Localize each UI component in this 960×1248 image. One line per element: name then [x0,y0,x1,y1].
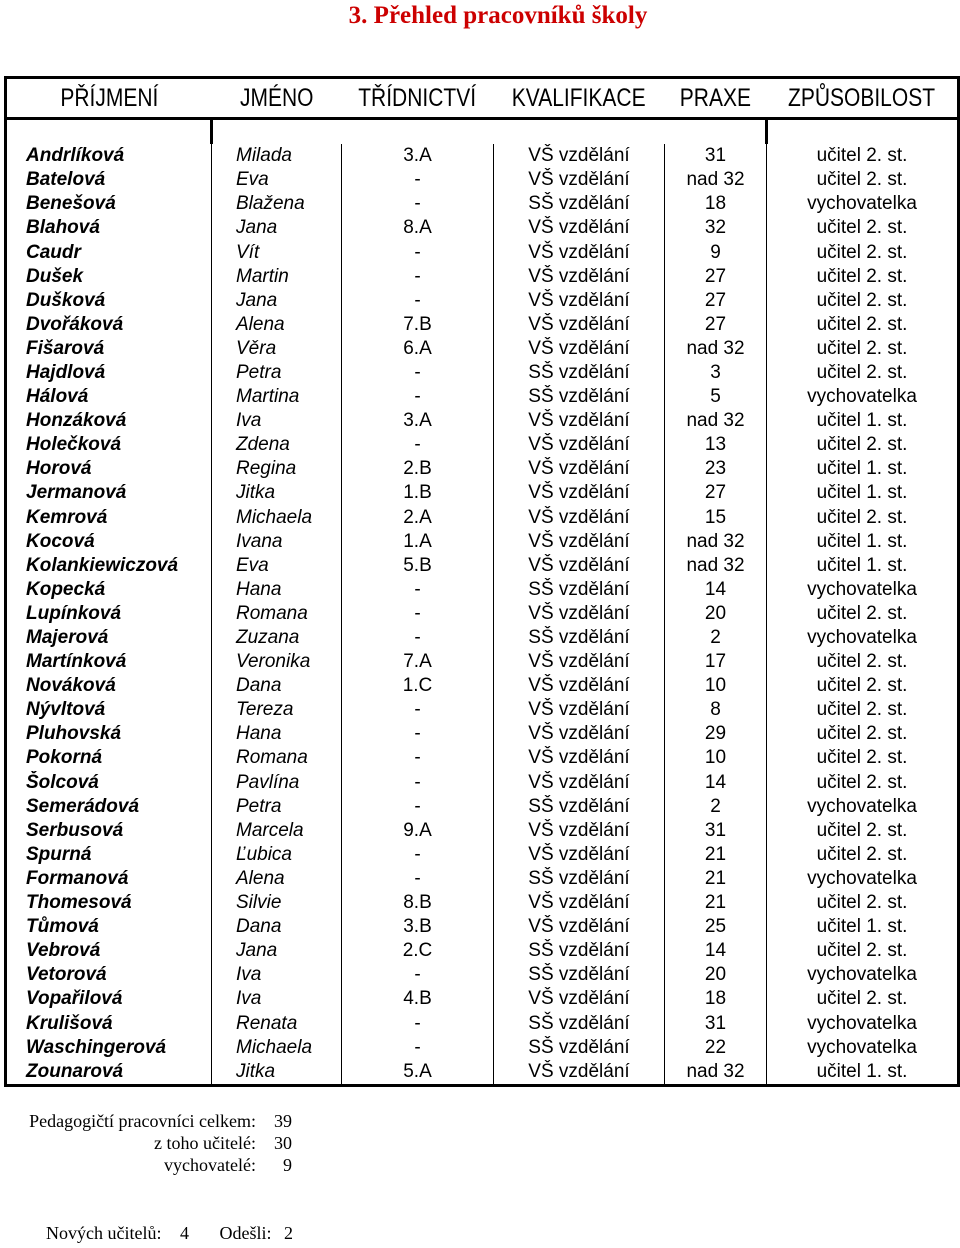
cell-class: - [342,843,494,867]
cell-competence: učitel 1. st. [767,481,959,505]
cell-firstname: Zuzana [212,626,342,650]
cell-surname: Kolankiewiczová [6,554,212,578]
cell-firstname: Eva [212,554,342,578]
cell-class: - [342,168,494,192]
cell-class: - [342,746,494,770]
cell-competence: vychovatelka [767,1011,959,1035]
staff-table [4,76,960,1087]
cell-qualification: SŠ vzdělání [494,578,665,602]
cell-class: 5.B [342,554,494,578]
cell-qualification: VŠ vzdělání [494,722,665,746]
cell-experience: 31 [665,819,767,843]
cell-firstname: Silvie [212,891,342,915]
cell-competence: vychovatelka [767,578,959,602]
cell-surname: Dvořáková [6,313,212,337]
cell-competence: učitel 2. st. [767,891,959,915]
cell-firstname: Blažena [212,192,342,216]
cell-qualification: VŠ vzdělání [494,265,665,289]
table-row [6,313,959,337]
cell-competence: učitel 2. st. [767,939,959,963]
table-row [6,674,959,698]
table-row [6,168,959,192]
cell-competence: vychovatelka [767,385,959,409]
cell-competence: vychovatelka [767,963,959,987]
cell-surname: Spurná [6,843,212,867]
table-row [6,867,959,891]
cell-class: - [342,1011,494,1035]
table-row [6,144,959,168]
cell-firstname: Jana [212,216,342,240]
cell-firstname: Martina [212,385,342,409]
cell-competence: učitel 2. st. [767,433,959,457]
cell-experience: nad 32 [665,554,767,578]
cell-competence: vychovatelka [767,1036,959,1060]
table-row [6,1011,959,1035]
footer-line [46,1223,293,1244]
cell-firstname: Petra [212,795,342,819]
table-row [6,409,959,433]
cell-firstname: Vít [212,240,342,264]
cell-competence: učitel 2. st. [767,168,959,192]
table-body [6,119,959,1086]
cell-qualification: VŠ vzdělání [494,843,665,867]
cell-firstname: Pavlína [212,771,342,795]
cell-competence: učitel 2. st. [767,987,959,1011]
cell-firstname: Renata [212,1011,342,1035]
cell-competence: učitel 2. st. [767,819,959,843]
table-row [6,771,959,795]
cell-firstname: Marcela [212,819,342,843]
table-row [6,795,959,819]
table-row [6,602,959,626]
cell-experience: 21 [665,867,767,891]
cell-experience: nad 32 [665,1060,767,1086]
cell-class: 3.A [342,144,494,168]
table-row [6,554,959,578]
cell-qualification: VŠ vzdělání [494,674,665,698]
cell-firstname: Petra [212,361,342,385]
cell-surname: Caudr [6,240,212,264]
cell-competence: učitel 2. st. [767,698,959,722]
cell-qualification: VŠ vzdělání [494,891,665,915]
cell-firstname: Dana [212,915,342,939]
table-row [6,240,959,264]
cell-firstname: Alena [212,867,342,891]
cell-competence: učitel 2. st. [767,843,959,867]
cell-qualification: VŠ vzdělání [494,409,665,433]
summary-total-label: Pedagogičtí pracovníci celkem: [29,1111,256,1131]
cell-firstname: Ľubica [212,843,342,867]
cell-experience: 9 [665,240,767,264]
header-firstname: JMÉNO [212,78,342,119]
cell-surname: Honzáková [6,409,212,433]
cell-qualification: VŠ vzdělání [494,1060,665,1086]
cell-class: 8.B [342,891,494,915]
cell-surname: Fišarová [6,337,212,361]
cell-firstname: Zdena [212,433,342,457]
cell-qualification: SŠ vzdělání [494,626,665,650]
cell-qualification: VŠ vzdělání [494,746,665,770]
cell-surname: Holečková [6,433,212,457]
cell-firstname: Jitka [212,1060,342,1086]
cell-experience: 27 [665,265,767,289]
cell-surname: Jermanová [6,481,212,505]
table-row [6,578,959,602]
cell-experience: 13 [665,433,767,457]
cell-qualification: VŠ vzdělání [494,144,665,168]
cell-surname: Majerová [6,626,212,650]
cell-class: - [342,698,494,722]
cell-experience: 2 [665,795,767,819]
cell-surname: Formanová [6,867,212,891]
cell-experience: 31 [665,1011,767,1035]
cell-experience: 20 [665,963,767,987]
cell-competence: učitel 1. st. [767,915,959,939]
cell-competence: učitel 1. st. [767,457,959,481]
cell-firstname: Regina [212,457,342,481]
cell-competence: učitel 1. st. [767,409,959,433]
cell-firstname: Martin [212,265,342,289]
cell-class: 9.A [342,819,494,843]
cell-class: 5.A [342,1060,494,1086]
cell-competence: učitel 2. st. [767,650,959,674]
cell-competence: učitel 2. st. [767,265,959,289]
cell-experience: 10 [665,674,767,698]
cell-competence: učitel 1. st. [767,554,959,578]
cell-firstname: Veronika [212,650,342,674]
cell-class: - [342,771,494,795]
cell-qualification: VŠ vzdělání [494,915,665,939]
cell-competence: učitel 2. st. [767,674,959,698]
cell-qualification: VŠ vzdělání [494,771,665,795]
cell-qualification: SŠ vzdělání [494,963,665,987]
cell-firstname: Věra [212,337,342,361]
header-class-teacher: TŘÍDNICTVÍ [342,78,494,119]
cell-surname: Pluhovská [6,722,212,746]
cell-experience: 27 [665,481,767,505]
summary-teachers-value: 30 [274,1133,292,1153]
cell-class: 3.A [342,409,494,433]
cell-firstname: Romana [212,746,342,770]
table-row [6,361,959,385]
cell-qualification: SŠ vzdělání [494,385,665,409]
summary-educators-value: 9 [283,1155,292,1175]
cell-surname: Blahová [6,216,212,240]
cell-surname: Hálová [6,385,212,409]
table-row [6,626,959,650]
cell-firstname: Jana [212,289,342,313]
cell-class: - [342,578,494,602]
table-row [6,891,959,915]
table-row [6,1036,959,1060]
cell-class: - [342,867,494,891]
cell-class: - [342,722,494,746]
cell-competence: učitel 2. st. [767,289,959,313]
cell-experience: 14 [665,771,767,795]
cell-class: 6.A [342,337,494,361]
cell-surname: Kemrová [6,506,212,530]
cell-surname: Tůmová [6,915,212,939]
cell-firstname: Michaela [212,1036,342,1060]
cell-qualification: VŠ vzdělání [494,313,665,337]
header-experience: PRAXE [665,78,767,119]
cell-surname: Vebrová [6,939,212,963]
cell-firstname: Jitka [212,481,342,505]
cell-qualification: VŠ vzdělání [494,457,665,481]
cell-class: - [342,1036,494,1060]
cell-class: 2.A [342,506,494,530]
cell-class: - [342,433,494,457]
header-qualification: KVALIFIKACE [494,78,665,119]
cell-competence: učitel 2. st. [767,722,959,746]
cell-qualification: VŠ vzdělání [494,216,665,240]
summary-block [6,1110,292,1176]
cell-surname: Lupínková [6,602,212,626]
table-row [6,819,959,843]
header-surname: PŘÍJMENÍ [6,78,212,119]
cell-competence: učitel 2. st. [767,313,959,337]
table-row [6,939,959,963]
table-row [6,265,959,289]
summary-educators-row [6,1154,292,1176]
cell-experience: 25 [665,915,767,939]
table-row [6,337,959,361]
cell-experience: 3 [665,361,767,385]
cell-qualification: VŠ vzdělání [494,337,665,361]
cell-qualification: VŠ vzdělání [494,289,665,313]
table-row [6,192,959,216]
cell-experience: 23 [665,457,767,481]
cell-surname: Benešová [6,192,212,216]
page-title: 3. Přehled pracovníků školy [348,2,648,29]
cell-firstname: Tereza [212,698,342,722]
cell-qualification: SŠ vzdělání [494,939,665,963]
table-row [6,530,959,554]
cell-firstname: Alena [212,313,342,337]
cell-class: - [342,626,494,650]
cell-surname: Pokorná [6,746,212,770]
cell-surname: Šolcová [6,771,212,795]
cell-surname: Nováková [6,674,212,698]
cell-competence: učitel 2. st. [767,771,959,795]
cell-surname: Zounarová [6,1060,212,1086]
cell-firstname: Iva [212,409,342,433]
cell-class: - [342,265,494,289]
cell-competence: vychovatelka [767,192,959,216]
cell-experience: 21 [665,843,767,867]
cell-qualification: VŠ vzdělání [494,819,665,843]
cell-class: 7.B [342,313,494,337]
cell-qualification: VŠ vzdělání [494,506,665,530]
cell-firstname: Milada [212,144,342,168]
cell-experience: nad 32 [665,168,767,192]
table-row [6,481,959,505]
table-row [6,385,959,409]
cell-surname: Martínková [6,650,212,674]
table-row [6,746,959,770]
cell-experience: 17 [665,650,767,674]
table-row [6,457,959,481]
cell-class: - [342,361,494,385]
table-row [6,843,959,867]
cell-qualification: VŠ vzdělání [494,602,665,626]
cell-experience: 18 [665,987,767,1011]
cell-class: 4.B [342,987,494,1011]
left-label: Odešli: [219,1223,272,1243]
cell-class: - [342,289,494,313]
cell-experience: 32 [665,216,767,240]
cell-firstname: Hana [212,722,342,746]
cell-surname: Hajdlová [6,361,212,385]
cell-qualification: VŠ vzdělání [494,554,665,578]
cell-experience: 8 [665,698,767,722]
table-row [6,1060,959,1086]
cell-experience: 10 [665,746,767,770]
summary-total-value: 39 [274,1111,292,1131]
cell-qualification: SŠ vzdělání [494,867,665,891]
cell-qualification: VŠ vzdělání [494,240,665,264]
cell-class: 3.B [342,915,494,939]
left-value: 2 [283,1223,293,1243]
cell-class: 8.A [342,216,494,240]
table-row [6,698,959,722]
cell-surname: Nývltová [6,698,212,722]
cell-experience: 22 [665,1036,767,1060]
cell-qualification: VŠ vzdělání [494,530,665,554]
cell-experience: 21 [665,891,767,915]
cell-firstname: Iva [212,987,342,1011]
cell-firstname: Ivana [212,530,342,554]
cell-experience: 18 [665,192,767,216]
cell-class: - [342,602,494,626]
cell-firstname: Hana [212,578,342,602]
cell-class: 1.C [342,674,494,698]
cell-surname: Dušková [6,289,212,313]
summary-total-row [6,1110,292,1132]
cell-experience: 2 [665,626,767,650]
cell-surname: Serbusová [6,819,212,843]
cell-qualification: VŠ vzdělání [494,987,665,1011]
cell-competence: učitel 2. st. [767,506,959,530]
table-row [6,650,959,674]
table-row [6,216,959,240]
cell-competence: učitel 1. st. [767,530,959,554]
cell-surname: Horová [6,457,212,481]
cell-qualification: VŠ vzdělání [494,168,665,192]
cell-competence: učitel 2. st. [767,337,959,361]
cell-surname: Andrlíková [6,144,212,168]
table-row [6,987,959,1011]
cell-competence: vychovatelka [767,626,959,650]
cell-experience: 14 [665,578,767,602]
cell-class: 1.A [342,530,494,554]
cell-qualification: VŠ vzdělání [494,698,665,722]
cell-firstname: Jana [212,939,342,963]
table-row [6,289,959,313]
summary-teachers-row [6,1132,292,1154]
cell-class: 1.B [342,481,494,505]
cell-experience: 20 [665,602,767,626]
cell-class: - [342,795,494,819]
cell-competence: vychovatelka [767,867,959,891]
cell-class: - [342,385,494,409]
table-row [6,915,959,939]
cell-experience: nad 32 [665,530,767,554]
cell-experience: 27 [665,313,767,337]
cell-experience: 14 [665,939,767,963]
cell-class: - [342,192,494,216]
cell-qualification: VŠ vzdělání [494,481,665,505]
cell-class: 2.C [342,939,494,963]
summary-teachers-label: z toho učitelé: [154,1133,256,1153]
cell-qualification: SŠ vzdělání [494,361,665,385]
cell-qualification: SŠ vzdělání [494,1036,665,1060]
cell-experience: 5 [665,385,767,409]
cell-competence: učitel 2. st. [767,216,959,240]
cell-competence: učitel 2. st. [767,602,959,626]
cell-firstname: Eva [212,168,342,192]
cell-surname: Kopecká [6,578,212,602]
header-competence: ZPŮSOBILOST [767,78,959,119]
cell-experience: nad 32 [665,409,767,433]
table-header-row [6,78,959,119]
new-teachers-value: 4 [179,1223,189,1243]
cell-competence: učitel 2. st. [767,240,959,264]
cell-surname: Batelová [6,168,212,192]
cell-competence: vychovatelka [767,795,959,819]
cell-qualification: SŠ vzdělání [494,192,665,216]
summary-educators-label: vychovatelé: [164,1155,256,1175]
cell-surname: Kocová [6,530,212,554]
table-row [6,722,959,746]
cell-experience: 31 [665,144,767,168]
cell-experience: nad 32 [665,337,767,361]
cell-firstname: Dana [212,674,342,698]
cell-competence: učitel 2. st. [767,361,959,385]
cell-class: - [342,963,494,987]
cell-class: 7.A [342,650,494,674]
cell-experience: 27 [665,289,767,313]
cell-competence: učitel 2. st. [767,144,959,168]
cell-experience: 29 [665,722,767,746]
cell-surname: Krulišová [6,1011,212,1035]
cell-surname: Dušek [6,265,212,289]
table-row [6,506,959,530]
cell-surname: Vetorová [6,963,212,987]
cell-qualification: VŠ vzdělání [494,650,665,674]
table-row [6,963,959,987]
cell-surname: Waschingerová [6,1036,212,1060]
cell-competence: učitel 2. st. [767,746,959,770]
cell-experience: 15 [665,506,767,530]
cell-surname: Semerádová [6,795,212,819]
new-teachers-label: Nových učitelů: [46,1223,162,1243]
cell-class: - [342,240,494,264]
cell-firstname: Michaela [212,506,342,530]
table-row [6,433,959,457]
cell-class: 2.B [342,457,494,481]
cell-firstname: Iva [212,963,342,987]
cell-qualification: SŠ vzdělání [494,795,665,819]
cell-surname: Thomesová [6,891,212,915]
cell-firstname: Romana [212,602,342,626]
cell-qualification: SŠ vzdělání [494,1011,665,1035]
cell-competence: učitel 1. st. [767,1060,959,1086]
cell-qualification: VŠ vzdělání [494,433,665,457]
cell-surname: Vopařilová [6,987,212,1011]
